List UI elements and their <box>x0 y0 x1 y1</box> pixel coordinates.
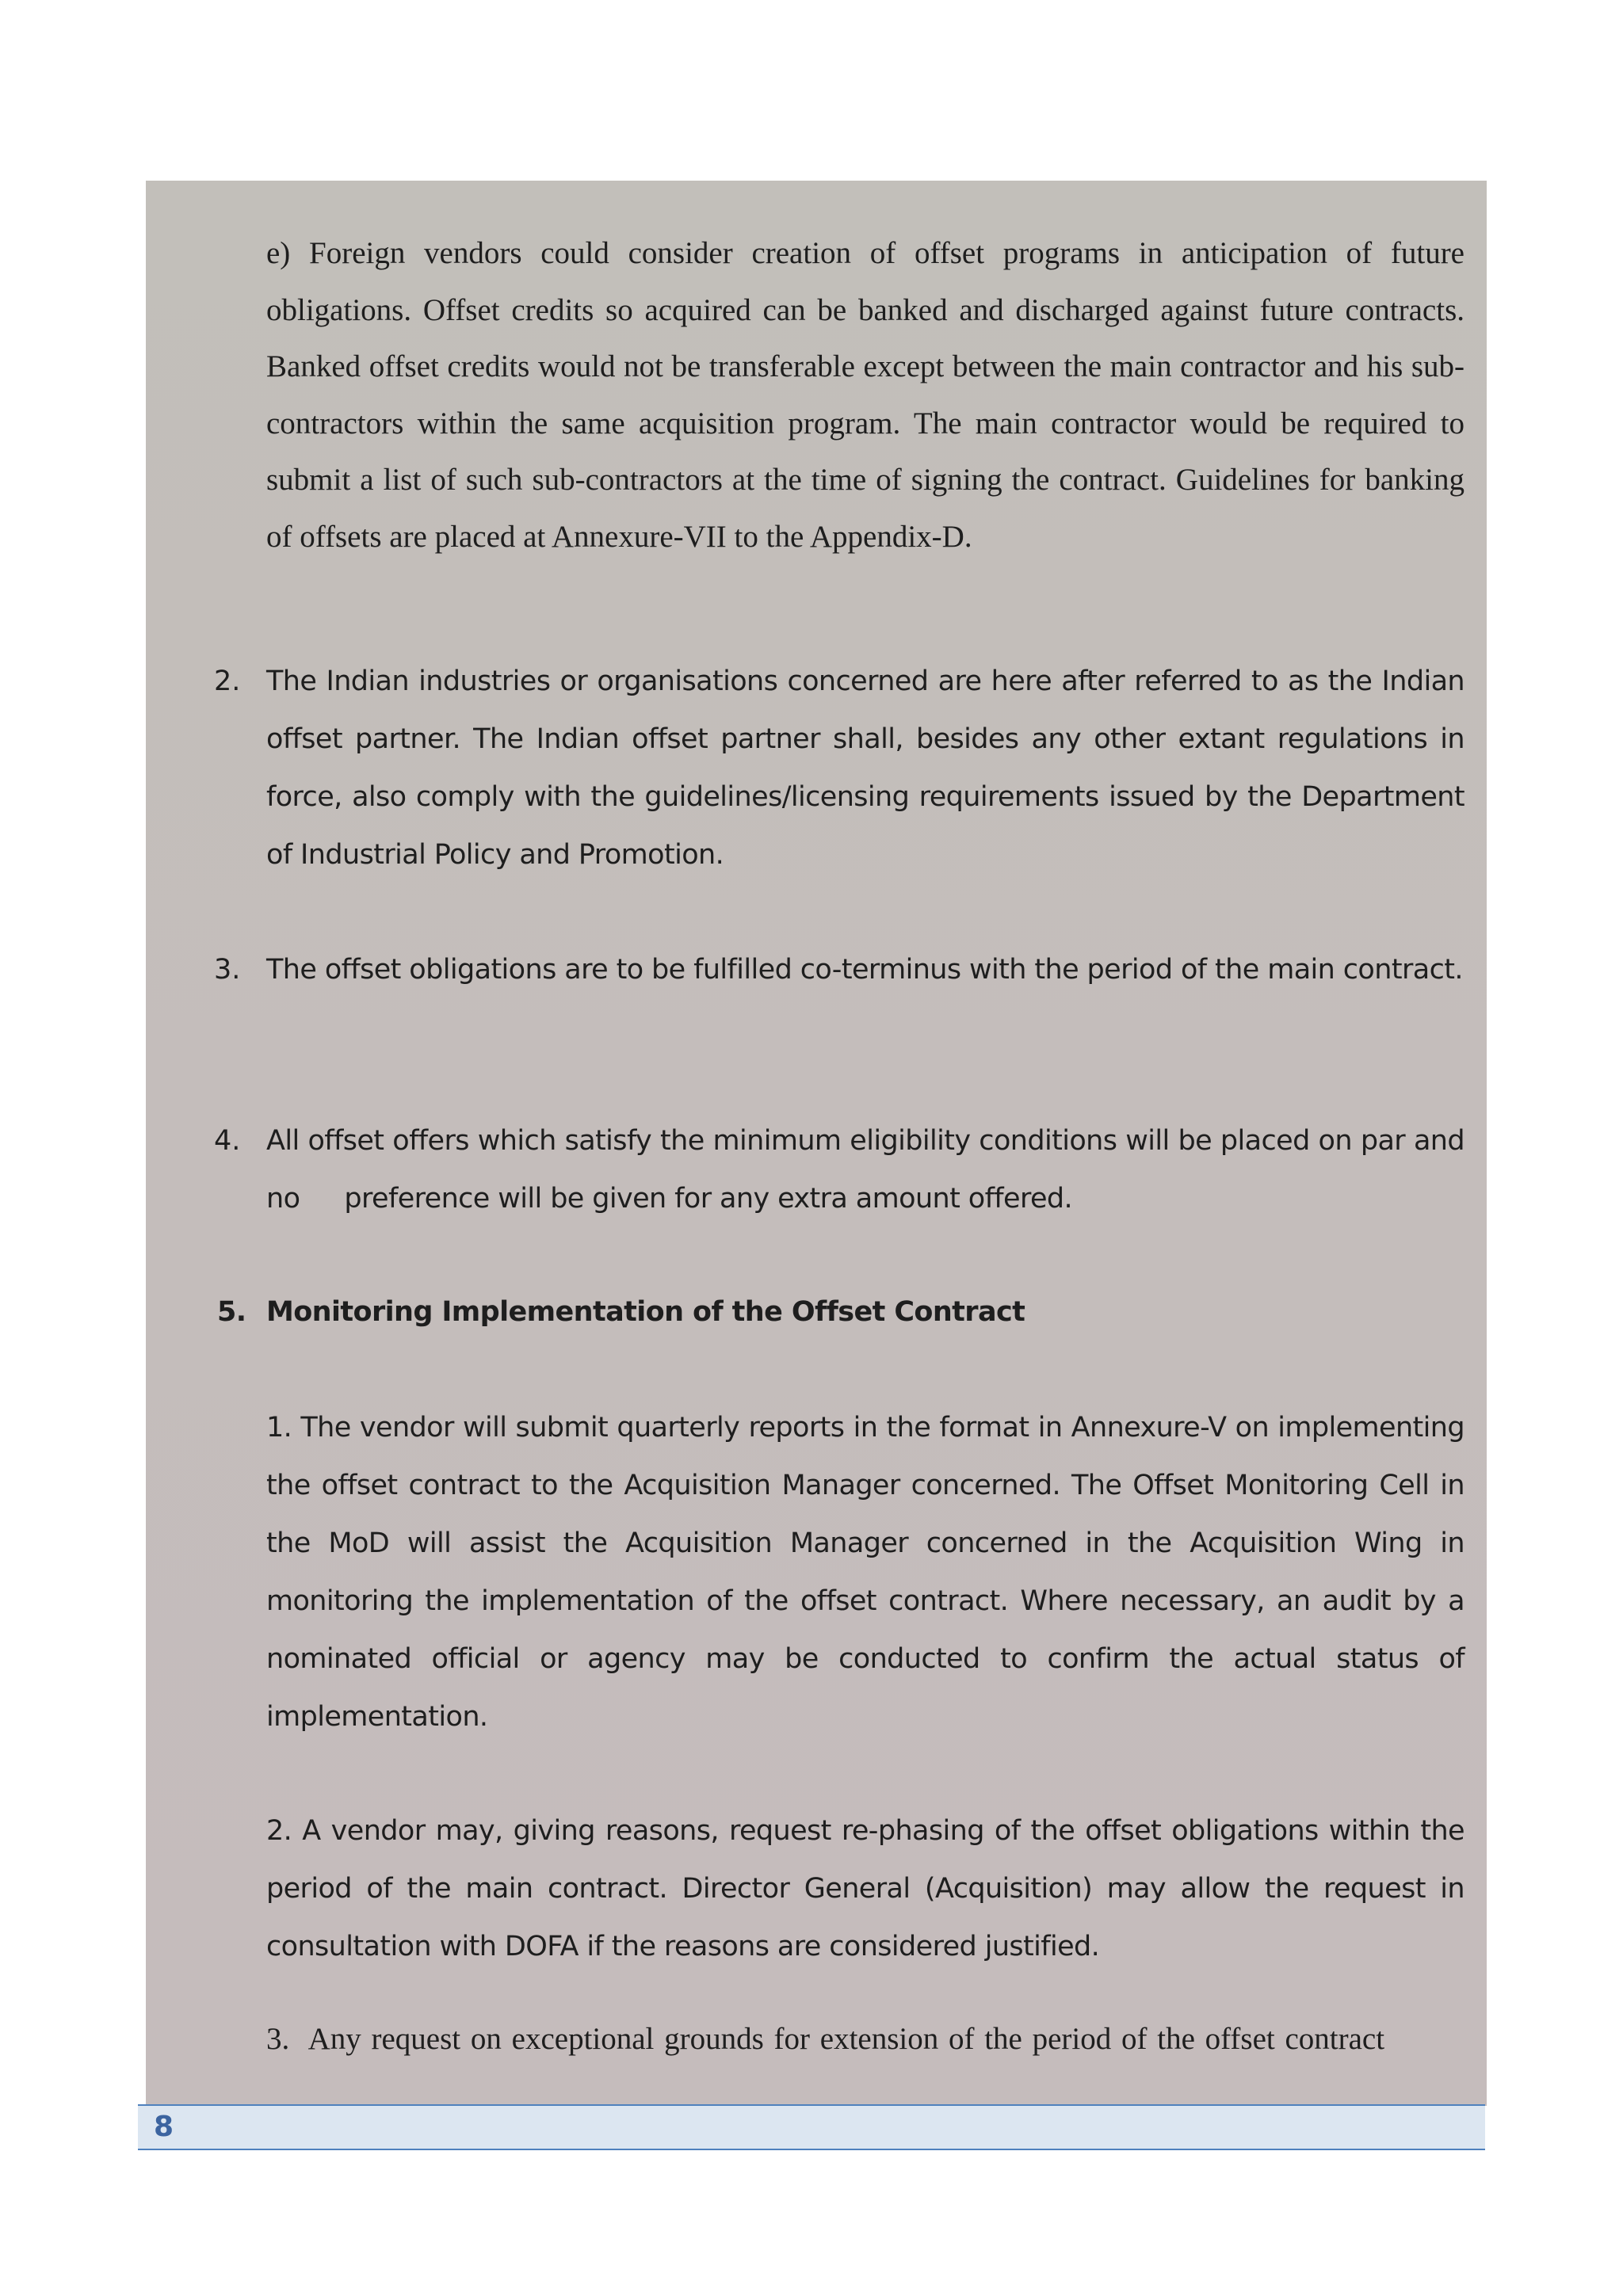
item-4-text-part1: All offset offers which satisfy the minimum eligibility conditions will be placed on par and no <box>266 1125 1465 1215</box>
section-5-number: 5. <box>217 1296 246 1328</box>
section-5-title: Monitoring Implementation of the Offset Contract <box>266 1296 1025 1328</box>
item-4-number: 4. <box>214 1125 241 1157</box>
section-5-paragraph-1: 1. The vendor will submit quarterly reports in the format in Annexure-V on implementing the offset contract to the Acquisition Manager concerned. The Offset Monitoring Cell in the MoD will assist the Acquisition Manager concerned in the Acquisition Wing in monitoring the implementation of the offset contract. Where necessary, an audit by a nominated official or agency may be conducted to confirm the actual status of implementation. <box>266 1412 1465 1733</box>
section-5-paragraph-3: 3. Any request on exceptional grounds for extension of the period of the offset contract <box>266 2022 1385 2056</box>
section-5-heading <box>217 1283 1025 1341</box>
page-number: 8 <box>154 2111 174 2143</box>
item-3-number: 3. <box>214 954 241 986</box>
item-2-paragraph: The Indian industries or organisations concerned are here after referred to as the Indian offset partner. The Indian offset partner shall, besides any other extant regulations in force, also comply with the guidelines/licensing requirements issued by the Department of Industrial Policy and Promotion. <box>266 666 1465 871</box>
section-5-paragraph-2: 2. A vendor may, giving reasons, request re-phasing of the offset obligations within the period of the main contract. Director General (Acquisition) may allow the request in consultation with DOFA if the reasons are considered justified. <box>266 1815 1465 1962</box>
clause-e-paragraph: e) Foreign vendors could consider creation of offset programs in anticipation of future obligations. Offset credits so acquired can be banked and discharged against future contracts. Banked offset credits would not be transferable except between the main contractor and his sub-contractors within the same acquisition program. The main contractor would be required to submit a list of such sub-contractors at the time of signing the contract. Guidelines for banking of offsets are placed at Annexure-VII to the Appendix-D. <box>266 236 1465 554</box>
footer-bar <box>138 2104 1485 2150</box>
item-4-paragraph <box>266 1112 1465 1228</box>
item-2-number: 2. <box>214 666 241 697</box>
item-3-paragraph: The offset obligations are to be fulfilled co-terminus with the period of the main contract. <box>266 954 1463 986</box>
item-4-text-part2: preference will be given for any extra amount offered. <box>344 1183 1073 1215</box>
